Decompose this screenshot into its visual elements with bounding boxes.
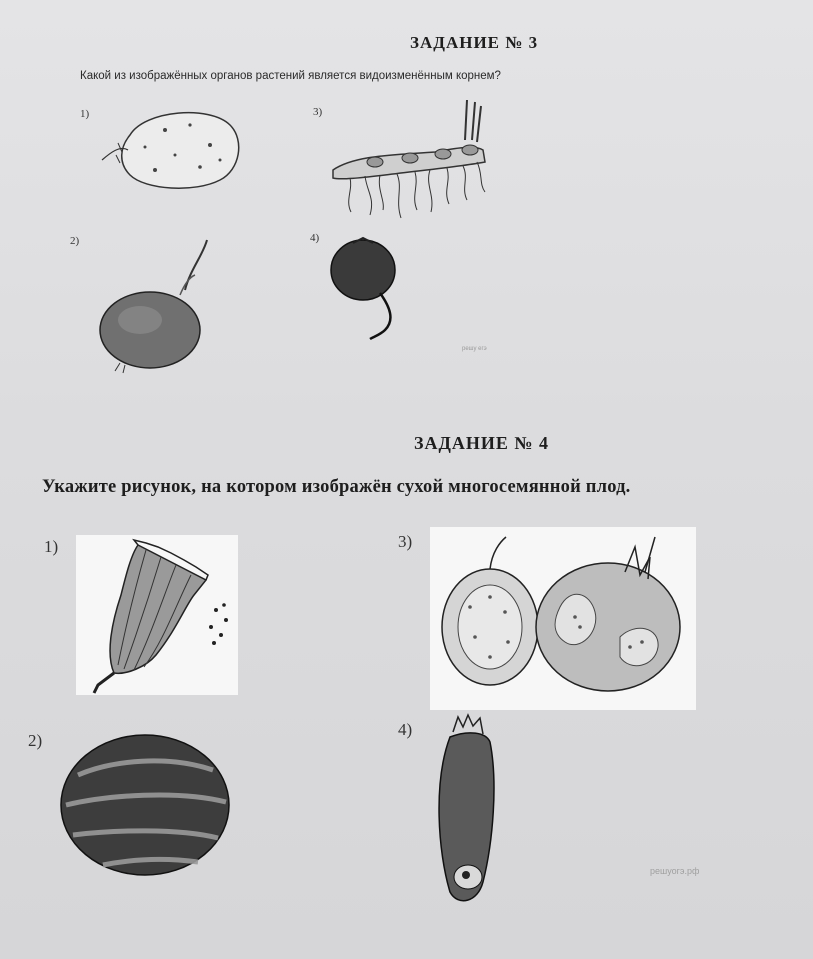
- task3-option4-number: 4): [310, 232, 320, 244]
- onion-bulb-image: [95, 235, 225, 375]
- tomato-halves-image: [430, 527, 696, 710]
- task4-option3-number: 3): [398, 532, 413, 551]
- task4-title: ЗАДАНИЕ № 4: [414, 433, 549, 453]
- task3-option3-number: 3): [313, 106, 323, 118]
- poppy-capsule-image: [76, 535, 238, 695]
- task4-question: Укажите рисунок, на котором изображён сухой многосемянной плод.: [42, 477, 631, 497]
- watermelon-image: [58, 730, 233, 880]
- task3-watermark: решу егэ: [462, 346, 487, 352]
- rose-hip-image: [428, 712, 508, 912]
- task4-option4-number: 4): [398, 720, 413, 739]
- beet-root-image: [325, 235, 405, 345]
- task4-watermark: решуогэ.рф: [650, 866, 700, 876]
- task4-option2-number: 2): [28, 731, 43, 750]
- task3-title: ЗАДАНИЕ № 3: [410, 33, 539, 52]
- task3-option2-number: 2): [70, 235, 80, 247]
- task3-option1-number: 1): [80, 108, 90, 120]
- task4-option1-number: 1): [44, 537, 59, 556]
- task3-question: Какой из изображённых органов растений является видоизменённым корнем?: [80, 70, 501, 82]
- rhizome-image: [325, 100, 500, 225]
- potato-tuber-image: [100, 105, 245, 195]
